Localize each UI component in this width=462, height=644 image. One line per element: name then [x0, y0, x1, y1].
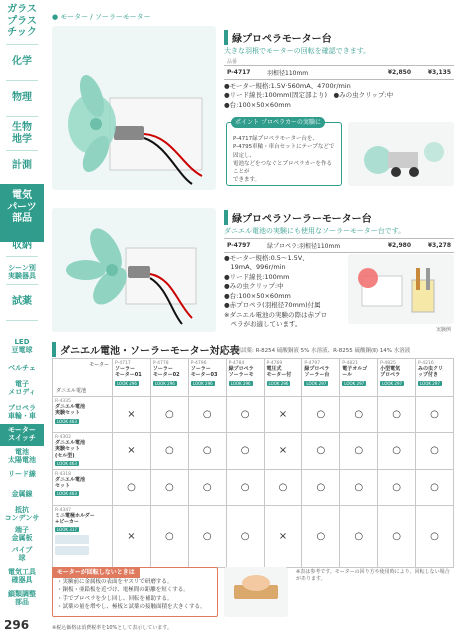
compat-mark: ×: [264, 433, 302, 470]
tax-note: ※税込価格は消費税率を10%として表示しています。: [52, 625, 172, 631]
compat-mark: ○: [340, 397, 378, 433]
subnav-propeller[interactable]: プロペラ 車輪・車: [8, 404, 36, 421]
compat-mark: ○: [340, 433, 378, 470]
troubleshoot-line: ・試薬の量を増やし、極板と試薬の接触面積を大きくする。: [57, 603, 206, 610]
product1-price-incl: ¥3,135: [414, 66, 454, 80]
compat-mark: ○: [226, 397, 264, 433]
compat-mark: ○: [264, 469, 302, 505]
sidebar-item-safety[interactable]: 安全 収納: [12, 228, 32, 251]
solar-propeller-illustration: [52, 208, 216, 332]
subnav-pipe[interactable]: パイプ 球: [11, 546, 33, 563]
sidebar-item-measurement[interactable]: 計測: [12, 160, 32, 171]
spec-item: ●リード線長:100mm(固定部より) ●みの虫クリップ:中: [224, 91, 394, 100]
product2-photo: [52, 208, 216, 332]
spec-item: ●モーター規格:0.5～1.5V、: [224, 254, 309, 262]
compat-mark: ○: [150, 397, 188, 433]
spec-item: 19mA、996r/min: [224, 263, 286, 272]
compat-row-header[interactable]: R-4335 ダニエル電池 実験セット LOOK 463: [53, 397, 113, 433]
compat-row: [53, 469, 454, 505]
page-number: 296: [4, 618, 30, 632]
compat-col-header[interactable]: P-4717 ソーラー モーター01 LOOK 296: [113, 359, 151, 397]
breadcrumb-bullet-icon: ●: [52, 13, 61, 21]
product2-price-excl: ¥2,980: [374, 239, 414, 253]
compat-mark: ×: [113, 433, 151, 470]
compat-mark: ○: [340, 469, 378, 505]
compat-table-title: ダニエル電池・ソーラーモーター対応表: [52, 342, 240, 357]
product1-row[interactable]: [224, 66, 454, 80]
compat-mark: ○: [226, 505, 264, 567]
subnav-chain[interactable]: 鎖類調整 部品: [8, 590, 36, 607]
compat-mark: ○: [113, 469, 151, 505]
category-sidebar: [0, 0, 44, 644]
subnav-led[interactable]: LED 豆電球: [11, 338, 33, 355]
compat-mark: ○: [226, 433, 264, 470]
troubleshoot-title: モーターが回転しないときは: [52, 567, 140, 578]
compat-mark: ○: [188, 505, 226, 567]
subnav-melody[interactable]: 電子 メロディ: [8, 380, 36, 397]
sidebar-item-reagents[interactable]: 試薬: [12, 296, 32, 307]
compat-mark: ○: [226, 469, 264, 505]
spec-item: ペラがお適しています。: [224, 319, 302, 328]
compat-corner-cell: モーター ダニエル電池: [53, 359, 113, 397]
compat-mark: ○: [378, 397, 416, 433]
spec-item: ●赤プロペラ(羽根径70mm)付属: [224, 301, 321, 310]
compat-mark: ○: [188, 469, 226, 505]
compat-mark: ○: [302, 505, 340, 567]
subnav-battery[interactable]: 電池 太陽電池: [8, 448, 36, 465]
subnav-lead-wire[interactable]: リード線: [8, 470, 36, 478]
compat-mark: ○: [340, 505, 378, 567]
product1-spec-table: [224, 58, 454, 80]
product1-subtitle: 大きな羽根でモーターの回転を確認できます。: [224, 47, 371, 55]
compat-col-header[interactable]: P-4797 緑プロペラ ソーラー台 LOOK 297: [302, 359, 340, 397]
propeller-car-illustration: [348, 122, 454, 186]
compat-col-header[interactable]: P-4784 緑プロペラ ソーラーモ LOOK 296: [226, 359, 264, 397]
sidebar-item-glass[interactable]: ガラス プラス チック: [7, 4, 37, 38]
compat-row-header[interactable]: R-4347 ミニ電極ホルダー +ビーカー LOOK 317: [53, 505, 113, 567]
compat-mark: ○: [188, 397, 226, 433]
troubleshoot-photo: [224, 567, 288, 617]
compat-table: [52, 358, 454, 568]
product2-row[interactable]: [224, 239, 454, 253]
compat-mark: ○: [150, 469, 188, 505]
compat-mark: ×: [113, 397, 151, 433]
compat-row-header[interactable]: R-4302 ダニエル電池 実験セット (セル型) LOOK 463: [53, 433, 113, 470]
propeller-motor-illustration: [52, 26, 216, 190]
product2-title: 緑プロペラソーラーモーター台: [224, 210, 372, 225]
experiment-example-photo: [348, 254, 454, 324]
product1-title: 緑プロペラモーター台: [224, 30, 332, 45]
product1-spec-list: [224, 82, 393, 110]
compat-col-header[interactable]: P-4216 みの虫クリ ップ付き LOOK 297: [416, 359, 454, 397]
troubleshoot-box: [52, 567, 218, 617]
compat-row: [53, 397, 454, 433]
compat-col-header[interactable]: P-4769 電圧式 モーター付 LOOK 296: [264, 359, 302, 397]
troubleshoot-line: ・手でプロペラを少し回し、回転を補助する。: [57, 595, 173, 602]
product1-code: P-4717: [224, 66, 264, 80]
compat-mark: ○: [302, 433, 340, 470]
compat-header-row: [53, 359, 454, 397]
sidebar-item-chemistry[interactable]: 化学: [12, 56, 32, 67]
product-thumbnail: [55, 535, 89, 544]
product2-spec-table: [224, 238, 454, 253]
propeller-car-photo: [348, 122, 454, 186]
compat-mark: ○: [378, 433, 416, 470]
beaker-experiment-illustration: [348, 254, 454, 324]
subnav-metal-wire[interactable]: 金属線: [11, 490, 33, 498]
subnav-motor[interactable]: モーター スイッチ: [0, 424, 44, 446]
product2-price-incl: ¥3,278: [414, 239, 454, 253]
product2-subtitle: ダニエル電池の実験にも使用なソーラーモーター台です。: [224, 227, 406, 235]
compat-reagent-note: 使用試薬: R-8254 硫酸銅液 5% 水溶液、R-8255 硫酸銅(Ⅱ) 14% 水溶液: [230, 348, 411, 354]
product2-code: P-4797: [224, 239, 264, 253]
compat-mark: ○: [150, 433, 188, 470]
product1-photo: [52, 26, 216, 190]
compat-mark: ○: [302, 397, 340, 433]
compat-mark: ○: [378, 469, 416, 505]
spec-item: ●台:100×50×60mm: [224, 291, 291, 300]
spec-item: ●リード線長:100mm: [224, 272, 290, 281]
breadcrumb: ● モーター / ソーラーモーター: [52, 13, 151, 21]
compat-mark: ○: [378, 505, 416, 567]
compat-col-header[interactable]: P-4821 電子オルゴ ール LOOK 297: [340, 359, 378, 397]
point-badge: ポイント プロペラカーの実験に: [231, 117, 325, 128]
compat-mark: ○: [416, 397, 454, 433]
sidebar-item-biology[interactable]: 生物 地学: [12, 122, 32, 145]
experiment-example-label: 実験例: [436, 327, 452, 333]
compat-col-header[interactable]: P-4825 小型電気 プロペラ LOOK 297: [378, 359, 416, 397]
spec-head-code: 品番: [224, 58, 264, 66]
product2-name: 緑プロペラ:羽根径110mm: [264, 239, 374, 253]
compat-mark: ○: [188, 433, 226, 470]
sidebar-item-scenes[interactable]: シーン別 実験器具: [8, 264, 36, 281]
compat-mark: ○: [302, 469, 340, 505]
point-text: P-4717緑プロペラモーター台を、 P-4795車輪・車台セットにテープなどで固定し、 電池などをつなぐとプロペラカーを作ることが できます。: [233, 136, 335, 184]
subnav-terminal[interactable]: 端子 金属板: [11, 526, 33, 543]
compat-col-header[interactable]: P-4796 ソーラー モーター03 LOOK 296: [188, 359, 226, 397]
troubleshoot-line: ・銅板・亜鉛板を近づけ、電極間の距離を短くする。: [57, 587, 189, 594]
compat-mark: ○: [416, 469, 454, 505]
spec-item: ●台:100×50×60mm: [224, 100, 291, 109]
troubleshoot-line: ・実験前に金属板の表面をヤスリで研磨する。: [57, 579, 173, 585]
product1-name: 羽根径110mm: [264, 66, 374, 80]
compat-mark: ×: [264, 397, 302, 433]
product-thumbnail: [55, 546, 89, 555]
compat-mark: ○: [150, 505, 188, 567]
table-footnote: ※表は参考です。モーターの回り方や使用時により、回転しない場合があります。: [296, 569, 450, 582]
compat-mark: ○: [416, 433, 454, 470]
spec-item: ●みの虫クリップ:中: [224, 282, 284, 291]
spec-item: ※ダニエル電池の実験の際は赤プロ: [224, 310, 327, 319]
hand-sanding-illustration: [224, 567, 288, 617]
compat-col-header[interactable]: P-4778 ソーラー モーター02 LOOK 296: [150, 359, 188, 397]
subnav-peltier[interactable]: ベルチェ: [8, 364, 36, 372]
compat-mark: ○: [416, 505, 454, 567]
compat-mark: ×: [113, 505, 151, 567]
compat-mark: ×: [264, 505, 302, 567]
product1-price-excl: ¥2,850: [374, 66, 414, 80]
subnav-tools[interactable]: 電気工具 確器具: [8, 568, 36, 585]
compat-row-header[interactable]: R-4318 ダニエル電池 セット LOOK 463: [53, 469, 113, 505]
point-box: [226, 119, 342, 186]
compat-row: [53, 505, 454, 567]
product2-spec-list: [224, 254, 327, 329]
spec-item: ●モーター規格:1.5V·560mA、4700r/min: [224, 82, 351, 90]
subnav-resistor[interactable]: 抵抗 コンデンサ: [4, 506, 40, 523]
sidebar-item-electrical[interactable]: 電気 パーツ 部品: [0, 184, 44, 242]
sidebar-item-physics[interactable]: 物理: [12, 92, 32, 103]
compat-row: [53, 433, 454, 470]
